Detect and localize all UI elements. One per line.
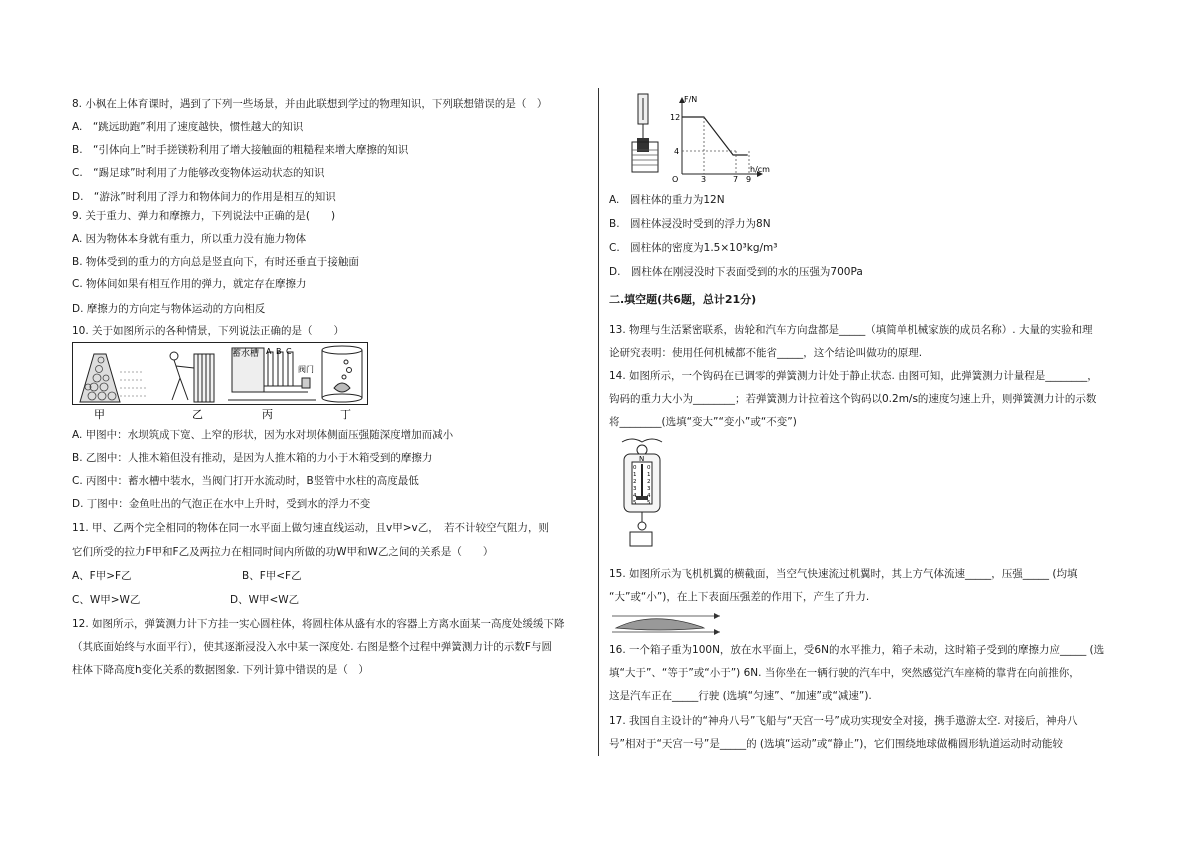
q13-line1: 13. 物理与生活紧密联系，齿轮和汽车方向盘都是_____（填简单机械家族的成员名称）. 大量的实验和理 [609, 324, 1093, 336]
q11-option-d: D、W甲<W乙 [230, 594, 300, 606]
q9-option-b: B. 物体受到的重力的方向总是竖直向下，有时还垂直于接触面 [72, 256, 359, 268]
scale-right-2: 2 [647, 479, 651, 485]
pushing-box-illustration [170, 352, 214, 402]
q15-line1: 15. 如图所示为飞机机翼的横截面，当空气快速流过机翼时，其上方气体流速_____，压强_____ (均填 [609, 568, 1078, 580]
q11-option-a: A、F甲>F乙 [72, 570, 132, 582]
q9-stem: 9. 关于重力、弹力和摩擦力，下列说法中正确的是( ) [72, 210, 336, 222]
q11-option-b: B、F甲<F乙 [242, 570, 302, 582]
fig-tube-c-label: C [286, 347, 292, 356]
q17-line1: 17. 我国自主设计的“神舟八号”飞船与“天宫一号”成功实现安全对接，携手遨游太空. 对接后，神舟八 [609, 715, 1078, 727]
graph-xlabel: h/cm [750, 165, 770, 174]
q8-stem: 8. 小枫在上体育课时，遇到了下列一些场景，并由此联想到学过的物理知识，下列联想错误的是（ ） [72, 98, 548, 110]
scale-left-5: 5 [633, 500, 637, 506]
q10-option-c: C. 丙图中：蓄水槽中装水，当阀门打开水流动时，B竖管中水柱的高度最低 [72, 475, 419, 487]
q12-line1: 12. 如图所示，弹簧测力计下方挂一实心圆柱体，将圆柱体从盛有水的容器上方离水面某一高度处缓缓下降 [72, 618, 565, 630]
graph-y4: 4 [674, 147, 680, 156]
q13-line2: 论研究表明：使用任何机械都不能省_____，这个结论叫做功的原理. [609, 347, 923, 359]
scale-left-1: 1 [633, 472, 637, 478]
q8-option-a: A. “跳远助跑”利用了速度越快，惯性越大的知识 [72, 121, 304, 133]
q12-apparatus-figure [624, 92, 668, 174]
q8-option-c: C. “踢足球”时利用了力能够改变物体运动状态的知识 [72, 167, 325, 179]
q10-option-a: A. 甲图中：水坝筑成下宽、上窄的形状，因为水对坝体侧面压强随深度增加而减小 [72, 429, 454, 441]
fig-valve-label: 阀门 [298, 365, 314, 374]
q10-figure [72, 342, 368, 420]
fig-label-jia: 甲 [94, 408, 105, 421]
q8-option-d: D. “游泳”时利用了浮力和物体间力的作用是相互的知识 [72, 191, 336, 203]
scale-right-1: 1 [647, 472, 651, 478]
q11-option-c: C、W甲>W乙 [72, 594, 141, 606]
force-curve [682, 117, 748, 155]
q11-stem-line2: 它们所受的拉力F甲和F乙及两拉力在相同时间内所做的功W甲和W乙之间的关系是（ ） [72, 546, 494, 558]
graph-x9: 9 [746, 175, 752, 184]
q9-option-d: D. 摩擦力的方向定与物体运动的方向相反 [72, 303, 266, 315]
scale-right-0: 0 [647, 465, 651, 471]
q11-stem-line1: 11. 甲、乙两个完全相同的物体在同一水平面上做匀速直线运动，且v甲>v乙， 若不计较空气阻力，则 [72, 522, 550, 534]
q12-option-c: C. 圆柱体的密度为1.5×10³kg/m³ [609, 242, 778, 254]
q12-option-a: A. 圆柱体的重力为12N [609, 194, 725, 206]
graph-x3: 3 [701, 175, 707, 184]
fish-tank-illustration [322, 346, 362, 402]
q10-option-d: D. 丁图中：金鱼吐出的气泡正在水中上升时，受到水的浮力不变 [72, 498, 371, 510]
scale-unit: N [639, 455, 645, 463]
graph-ylabel: F/N [684, 95, 698, 104]
dam-illustration [80, 354, 148, 402]
q9-option-a: A. 因为物体本身就有重力，所以重力没有施力物体 [72, 233, 307, 245]
q17-line2: 号”相对于“天宫一号”是_____的 (选填“运动”或“静止”)，它们围绕地球做椭圆形轨道运动时动能较 [609, 738, 1063, 750]
fig-label-yi: 乙 [192, 408, 203, 421]
fig-tube-a-label: A [266, 347, 272, 356]
scale-left-4: 4 [633, 493, 637, 499]
q12-force-height-graph [668, 94, 770, 184]
column-divider [598, 88, 599, 756]
section-heading-fill-in: 二.填空题(共6题，总计21分) [609, 293, 757, 306]
q16-line3: 这是汽车正在_____行驶 (选填“匀速”、“加速”或“减速”). [609, 690, 872, 702]
q12-option-b: B. 圆柱体浸没时受到的浮力为8N [609, 218, 771, 230]
q10-stem: 10. 关于如图所示的各种情景，下列说法正确的是（ ） [72, 325, 345, 337]
fig-label-bing: 丙 [262, 408, 273, 421]
scale-left-2: 2 [633, 479, 637, 485]
q9-option-c: C. 物体间如果有相互作用的弹力，就定存在摩擦力 [72, 278, 307, 290]
scale-right-3: 3 [647, 486, 651, 492]
q14-spring-balance-figure [618, 436, 664, 554]
scale-right-4: 4 [647, 493, 651, 499]
q14-line3: 将________(选填“变大”“变小”或“不变”) [609, 416, 797, 428]
scale-left-0: 0 [633, 465, 637, 471]
fig-tank-label: 蓄水槽 [232, 349, 260, 359]
fig-tube-b-label: B [276, 347, 282, 356]
q10-option-b: B. 乙图中：人推木箱但没有推动，是因为人推木箱的力小于木箱受到的摩擦力 [72, 452, 433, 464]
graph-y12: 12 [670, 113, 681, 122]
q15-wing-figure [612, 608, 724, 638]
scale-right-5: 5 [647, 500, 651, 506]
q14-line2: 钩码的重力大小为________；若弹簧测力计拉着这个钩码以0.2m/s的速度匀速上升，则弹簧测力计的示数 [609, 393, 1097, 405]
q14-line1: 14. 如图所示，一个钩码在已调零的弹簧测力计处于静止状态. 由图可知，此弹簧测力计量程是________， [609, 370, 1098, 382]
q12-line3: 柱体下降高度h变化关系的数据图象. 下列计算中错误的是（ ） [72, 664, 369, 676]
q15-line2: “大”或“小”)，在上下表面压强差的作用下，产生了升力. [609, 591, 870, 603]
q16-line1: 16. 一个箱子重为100N，放在水平面上，受6N的水平推力，箱子未动，这时箱子受到的摩擦力应_____ (选 [609, 644, 1105, 656]
q12-option-d: D. 圆柱体在刚浸没时下表面受到的水的压强为700Pa [609, 266, 863, 278]
q8-option-b: B. “引体向上”时手搓镁粉利用了增大接触面的粗糙程来增大摩擦的知识 [72, 144, 409, 156]
q16-line2: 填“大于”、“等于”或“小于”) 6N. 当你坐在一辆行驶的汽车中，突然感觉汽车座椅的靠背在向前推你， [609, 667, 1080, 679]
fig-label-ding: 丁 [340, 408, 351, 421]
scale-left-3: 3 [633, 486, 637, 492]
graph-origin: O [672, 175, 679, 184]
graph-x7: 7 [733, 175, 739, 184]
q12-line2: （其底面始终与水面平行），使其逐渐浸没入水中某一深度处. 右图是整个过程中弹簧测力计的示数F与圆 [72, 641, 552, 653]
